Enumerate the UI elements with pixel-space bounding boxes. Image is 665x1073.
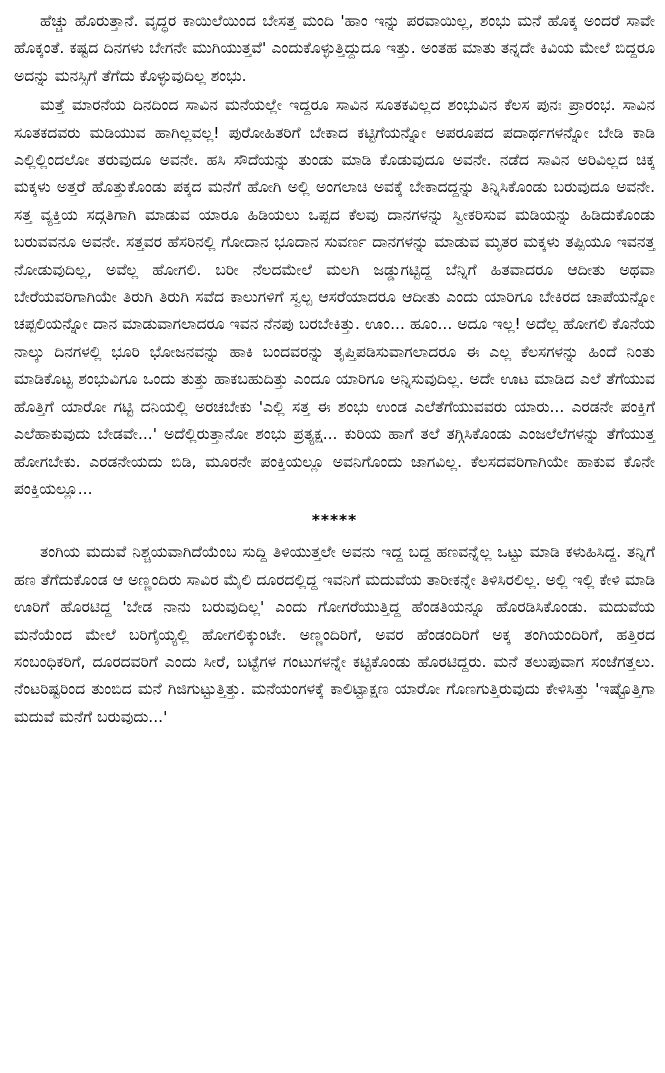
paragraph-2: ಮತ್ತೆ ಮಾರನೆಯ ದಿನದಿಂದ ಸಾವಿನ ಮನೆಯಲ್ಲೇ ಇದ್ದರೂ ಸಾವಿನ ಸೂತಕವಿಲ್ಲದ ಶಂಭುವಿನ ಕೆಲಸ ಪುನಃ ಪ್ರಾರಂಭ. ಸಾವಿನ ಸೂತಕದವರು ಮಡಿಯುವ ಹಾಗಿಲ್ಲವಲ್ಲ! ಪುರೋಹಿತರಿಗೆ ಬೇಕಾದ ಕಟ್ಟಿಗೆಯನ್ನೋ ಅಪರೂಪದ ಪದಾರ್ಥಗಳನ್ನೋ ಬೇಡಿ ಕಾಡಿ ಎಲ್ಲಿಲ್ಲಿಂದಲೋ ತರುವುದೂ ಅವನೇ. ಹಸಿ ಸೌದೆಯನ್ನು ತುಂಡು ಮಾಡಿ ಕೊಡುವುದೂ ಅವನೇ. ನಡೆದ ಸಾವಿನ ಅರಿವಿಲ್ಲದ ಚಿಕ್ಕ ಮಕ್ಕಳು ಅತ್ತರೆ ಹೊತ್ತುಕೊಂಡು ಪಕ್ಕದ ಮನೆಗೆ ಹೋಗಿ ಅಲ್ಲಿ ಅಂಗಲಾಚಿ ಅವಕ್ಕೆ ಬೇಕಾದದ್ದನ್ನು ತಿನ್ನಿಸಿಕೊಂಡು ಬರುವುದೂ ಅವನೇ. ಸತ್ತ ವ್ಯಕ್ತಿಯ ಸದ್ಗತಿಗಾಗಿ ಮಾಡುವ ಯಾರೂ ಹಿಡಿಯಲು ಒಪ್ಪದ ಕೆಲವು ದಾನಗಳನ್ನು ಸ್ವೀಕರಿಸುವ ಮಡಿಯನ್ನು ಹಿಡಿದುಕೊಂಡು ಬರುವವನೂ ಅವನೇ. ಸತ್ತವರ ಹೆಸರಿನಲ್ಲಿ ಗೋದಾನ ಭೂದಾನ ಸುವರ್ಣ ದಾನಗಳನ್ನು ಮಾಡುವ ಮೃತರ ಮಕ್ಕಳು ತಪ್ಪಿಯೂ ಇವನತ್ತ ನೋಡುವುದಿಲ್ಲ, ಅವೆಲ್ಲ ಹೋಗಲಿ. ಬರೀ ನೆಲದಮೇಲೆ ಮಲಗಿ ಜಡ್ಡುಗಟ್ಟಿದ್ದ ಬೆನ್ನಿಗೆ ಹಿತವಾದರೂ ಆದೀತು ಅಥವಾ ಬೇರೆಯವರಿಗಾಗಿಯೇ ತಿರುಗಿ ತಿರುಗಿ ಸವೆದ ಕಾಲುಗಳಿಗೆ ಸ್ವಲ್ಪ ಆಸರೆಯಾದರೂ ಆದೀತು ಎಂದು ಯಾರಿಗೂ ಬೇಕಿರದ ಚಾಪೆಯನ್ನೋ ಚಪ್ಪಲಿಯನ್ನೋ ದಾನ ಮಾಡುವಾಗಲಾದರೂ ಇವನ ನೆನಪು ಬರಬೇಕಿತ್ತು. ಊಂ... ಹೂಂ... ಅದೂ ಇಲ್ಲ! ಅದೆಲ್ಲ ಹೋಗಲಿ ಕೊನೆಯ ನಾಲ್ಕು ದಿನಗಳಲ್ಲಿ ಭೂರಿ ಭೋಜನವನ್ನು ಹಾಕಿ ಬಂದವರನ್ನು ತೃಪ್ತಿಪಡಿಸುವಾಗಲಾದರೂ ಈ ಎಲ್ಲ ಕೆಲಸಗಳನ್ನು ಹಿಂದೆ ನಿಂತು ಮಾಡಿಕೊಟ್ಟ ಶಂಭುವಿಗೂ ಒಂದು ತುತ್ತು ಹಾಕಬಹುದಿತ್ತು ಎಂದೂ ಯಾರಿಗೂ ಅನ್ನಿಸುವುದಿಲ್ಲ. ಅದೇ ಊಟ ಮಾಡಿದ ಎಲೆ ತೆಗೆಯುವ ಹೊತ್ತಿಗೆ ಯಾರೋ ಗಟ್ಟಿ ದನಿಯಲ್ಲಿ ಅರಚಬೇಕು 'ಎಲ್ಲಿ ಸತ್ತ ಈ ಶಂಭು ಉಂಡ ಎಲೆತೆಗೆಯುವವರು ಯಾರು... ಎರಡನೇ ಪಂಕ್ತಿಗೆ ಎಲೆಹಾಕುವುದು ಬೇಡವೇ...' ಅದೆಲ್ಲಿರುತ್ತಾನೋ ಶಂಭು ಪ್ರತ್ಯಕ್ಷ... ಕುರಿಯ ಹಾಗೆ ತಲೆ ತಗ್ಗಿಸಿಕೊಂಡು ಎಂಜಲೆಲೆಗಳನ್ನು ತೆಗೆಯುತ್ತ ಹೋಗಬೇಕು. ಎರಡನೇಯದು ಬಿಡಿ, ಮೂರನೇ ಪಂಕ್ತಿಯಲ್ಲೂ ಅವನಿಗೊಂದು ಜಾಗವಿಲ್ಲ. ಕೆಲಸದವರಿಗಾಗಿಯೇ ಹಾಕುವ ಕೊನೇ ಪಂಕ್ತಿಯಲ್ಲೂ...: [14, 96, 655, 498]
document-page: [14, 8, 655, 731]
paragraph-1: ಹೆಚ್ಚು ಹೊರುತ್ತಾನೆ. ವೃದ್ಧರ ಕಾಯಿಲೆಯಿಂದ ಬೇಸತ್ತ ಮಂದಿ 'ಹಾಂ ಇನ್ನು ಪರವಾಯಿಲ್ಲ, ಶಂಭು ಮನೆ ಹೊಕ್ಕ ಅಂದರೆ ಸಾವೇ ಹೊಕ್ಕಂತೆ. ಕಷ್ಟದ ದಿನಗಳು ಬೇಗನೇ ಮುಗಿಯುತ್ತವೆ' ಎಂದುಕೊಳ್ಳುತ್ತಿದ್ದುದೂ ಇತ್ತು. ಅಂತಹ ಮಾತು ತನ್ನದೇ ಕಿವಿಯ ಮೇಲೆ ಬಿದ್ದರೂ ಅದನ್ನು ಮನಸ್ಸಿಗೆ ತೆಗೆದು ಕೊಳ್ಳುವುದಿಲ್ಲ ಶಂಭು.: [14, 12, 655, 85]
paragraph-3: ತಂಗಿಯ ಮದುವೆ ನಿಶ್ಚಯವಾಗಿದೆಯೆಂಬ ಸುದ್ದಿ ತಿಳಿಯುತ್ತಲೇ ಅವನು ಇದ್ದ ಬದ್ದ ಹಣವನ್ನೆಲ್ಲ ಒಟ್ಟು ಮಾಡಿ ಕಳುಹಿಸಿದ್ದ. ತನ್ನಿಗೆ ಹಣ ತೆಗೆದುಕೊಂಡ ಆ ಅಣ್ಣಂದಿರು ಸಾವಿರ ಮೈಲಿ ದೂರದಲ್ಲಿದ್ದ ಇವನಿಗೆ ಮದುವೆಯ ತಾರೀಕನ್ನೇ ತಿಳಿಸಿರಲಿಲ್ಲ. ಅಲ್ಲಿ ಇಲ್ಲಿ ಕೇಳಿ ಮಾಡಿ ಊರಿಗೆ ಹೊರಟಿದ್ದ 'ಬೇಡ ನಾನು ಬರುವುದಿಲ್ಲ' ಎಂದು ಗೋಗರೆಯುತ್ತಿದ್ದ ಹೆಂಡತಿಯನ್ನೂ ಹೊರಡಿಸಿಕೊಂಡು. ಮದುವೆಯ ಮನೆಯೆಂದ ಮೇಲೆ ಬರಿಗೈಯ್ಯಲ್ಲಿ ಹೋಗಲಿಕ್ಕುಂಟೇ. ಅಣ್ಣಂದಿರಿಗೆ, ಅವರ ಹೆಂಡಂದಿರಿಗೆ ಅಕ್ಕ ತಂಗಿಯಂದಿರಿಗೆ, ಹತ್ತಿರದ ಸಂಬಂಧಿಕರಿಗೆ, ದೂರದವರಿಗೆ ಎಂದು ಸೀರೆ, ಬಟ್ಟೆಗಳ ಗಂಟುಗಳನ್ನೇ ಕಟ್ಟಿಕೊಂಡು ಹೊರಟಿದ್ದರು. ಮನೆ ತಲುಪುವಾಗ ಸಂಜೆಗತ್ತಲು. ನೆಂಟರಿಷ್ಟರಿಂದ ತುಂಬಿದ ಮನೆ ಗಿಜಿಗುಟ್ಟುತ್ತಿತ್ತು. ಮನೆಯಂಗಳಕ್ಕೆ ಕಾಲಿಟ್ಟಾಕ್ಷಣ ಯಾರೋ ಗೊಣಗುತ್ತಿರುವುದು ಕೇಳಿಸಿತ್ತು 'ಇಷ್ಟೊತ್ತಿಗಾ ಮದುವೆ ಮನೆಗೆ ಬರುವುದು...': [14, 543, 655, 726]
section-separator: *****: [311, 511, 358, 530]
